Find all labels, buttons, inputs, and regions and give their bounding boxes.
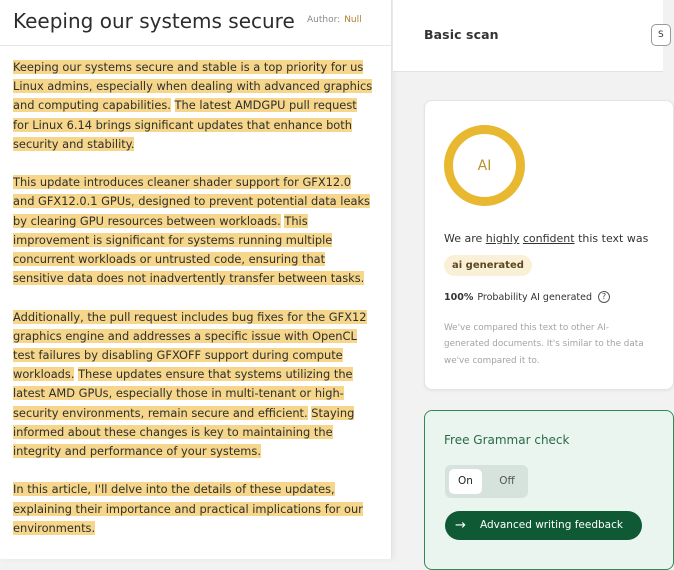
toggle-on-option[interactable]: On [449, 469, 482, 494]
scan-header [393, 0, 663, 72]
paragraph-3 [13, 308, 375, 462]
highlighted-sentence[interactable]: The latest AMDGPU pull request for Linux 6.14 brings significant updates that enhance both security and stability. [13, 98, 357, 151]
probability-value: 100% [444, 291, 474, 303]
highlighted-sentence[interactable]: Keeping our systems secure and stable is a top priority for us Linux admins, especially when dealing with advanced graphics and computing capabilities. [13, 60, 373, 113]
advanced-writing-feedback-button[interactable] [445, 511, 642, 540]
author-info [307, 15, 362, 25]
document-header [0, 0, 391, 46]
highly-link[interactable]: highly [485, 232, 520, 245]
highlighted-sentence[interactable]: These updates ensure that systems utilizing the latest AMD GPUs, especially those in multi-tenant or high-security environments, remain secure and efficient. [13, 367, 353, 420]
probability-row [444, 291, 610, 303]
author-value[interactable]: Null [344, 15, 362, 25]
grammar-toggle [445, 465, 528, 498]
ai-ring-label: AI [477, 157, 492, 174]
highlighted-sentence[interactable]: In this article, I'll delve into the details of these updates, explaining their importance and practical implications for our environments. [13, 482, 363, 535]
scan-title: Basic scan [424, 27, 499, 42]
probability-label: Probability AI generated [477, 291, 592, 303]
ai-detection-card [424, 100, 674, 390]
confidence-suffix: this text was [578, 232, 649, 245]
grammar-title: Free Grammar check [444, 433, 570, 447]
toggle-off-option[interactable]: Off [499, 475, 515, 487]
confidence-prefix: We are [444, 232, 483, 245]
highlighted-sentence[interactable]: This improvement is significant for systems running multiple concurrent workloads or untrusted code, ensuring that sensitive data does not inadvertently transfer between tasks. [13, 213, 365, 286]
paragraph-1 [13, 58, 375, 154]
document-title: Keeping our systems secure [13, 9, 295, 33]
advanced-button-label: Advanced writing feedback [480, 519, 623, 531]
paragraph-4 [13, 480, 375, 538]
document-body[interactable] [13, 58, 375, 557]
grammar-check-card [424, 410, 674, 570]
highlighted-sentence[interactable]: This update introduces cleaner shader support for GFX12.0 and GFX12.0.1 GPUs, designed to prevent potential data leaks by clearing GPU resources between workloads. [13, 175, 370, 228]
ai-generated-badge: ai generated [444, 255, 532, 276]
highlighted-sentence[interactable]: Additionally, the pull request includes bug fixes for the GFX12 graphics engine and addresses a specific issue with OpenCL test failures by disabling GFXOFF support during compute workloads. [13, 309, 367, 382]
confidence-sentence [444, 232, 648, 245]
highlighted-sentence[interactable]: Staying informed about these changes is key to maintaining the integrity and performance of your systems. [13, 405, 355, 459]
scan-options-button[interactable]: S [651, 24, 671, 46]
ai-score-ring [444, 125, 525, 206]
paragraph-2 [13, 173, 375, 288]
comparison-note: We've compared this text to other AI-generated documents. It's similar to the data we've compared it to. [444, 323, 644, 366]
confident-link[interactable]: confident [522, 232, 575, 245]
question-circle-icon[interactable]: ? [598, 291, 610, 303]
author-label: Author: [307, 15, 341, 25]
arrow-right-icon: → [455, 518, 466, 533]
